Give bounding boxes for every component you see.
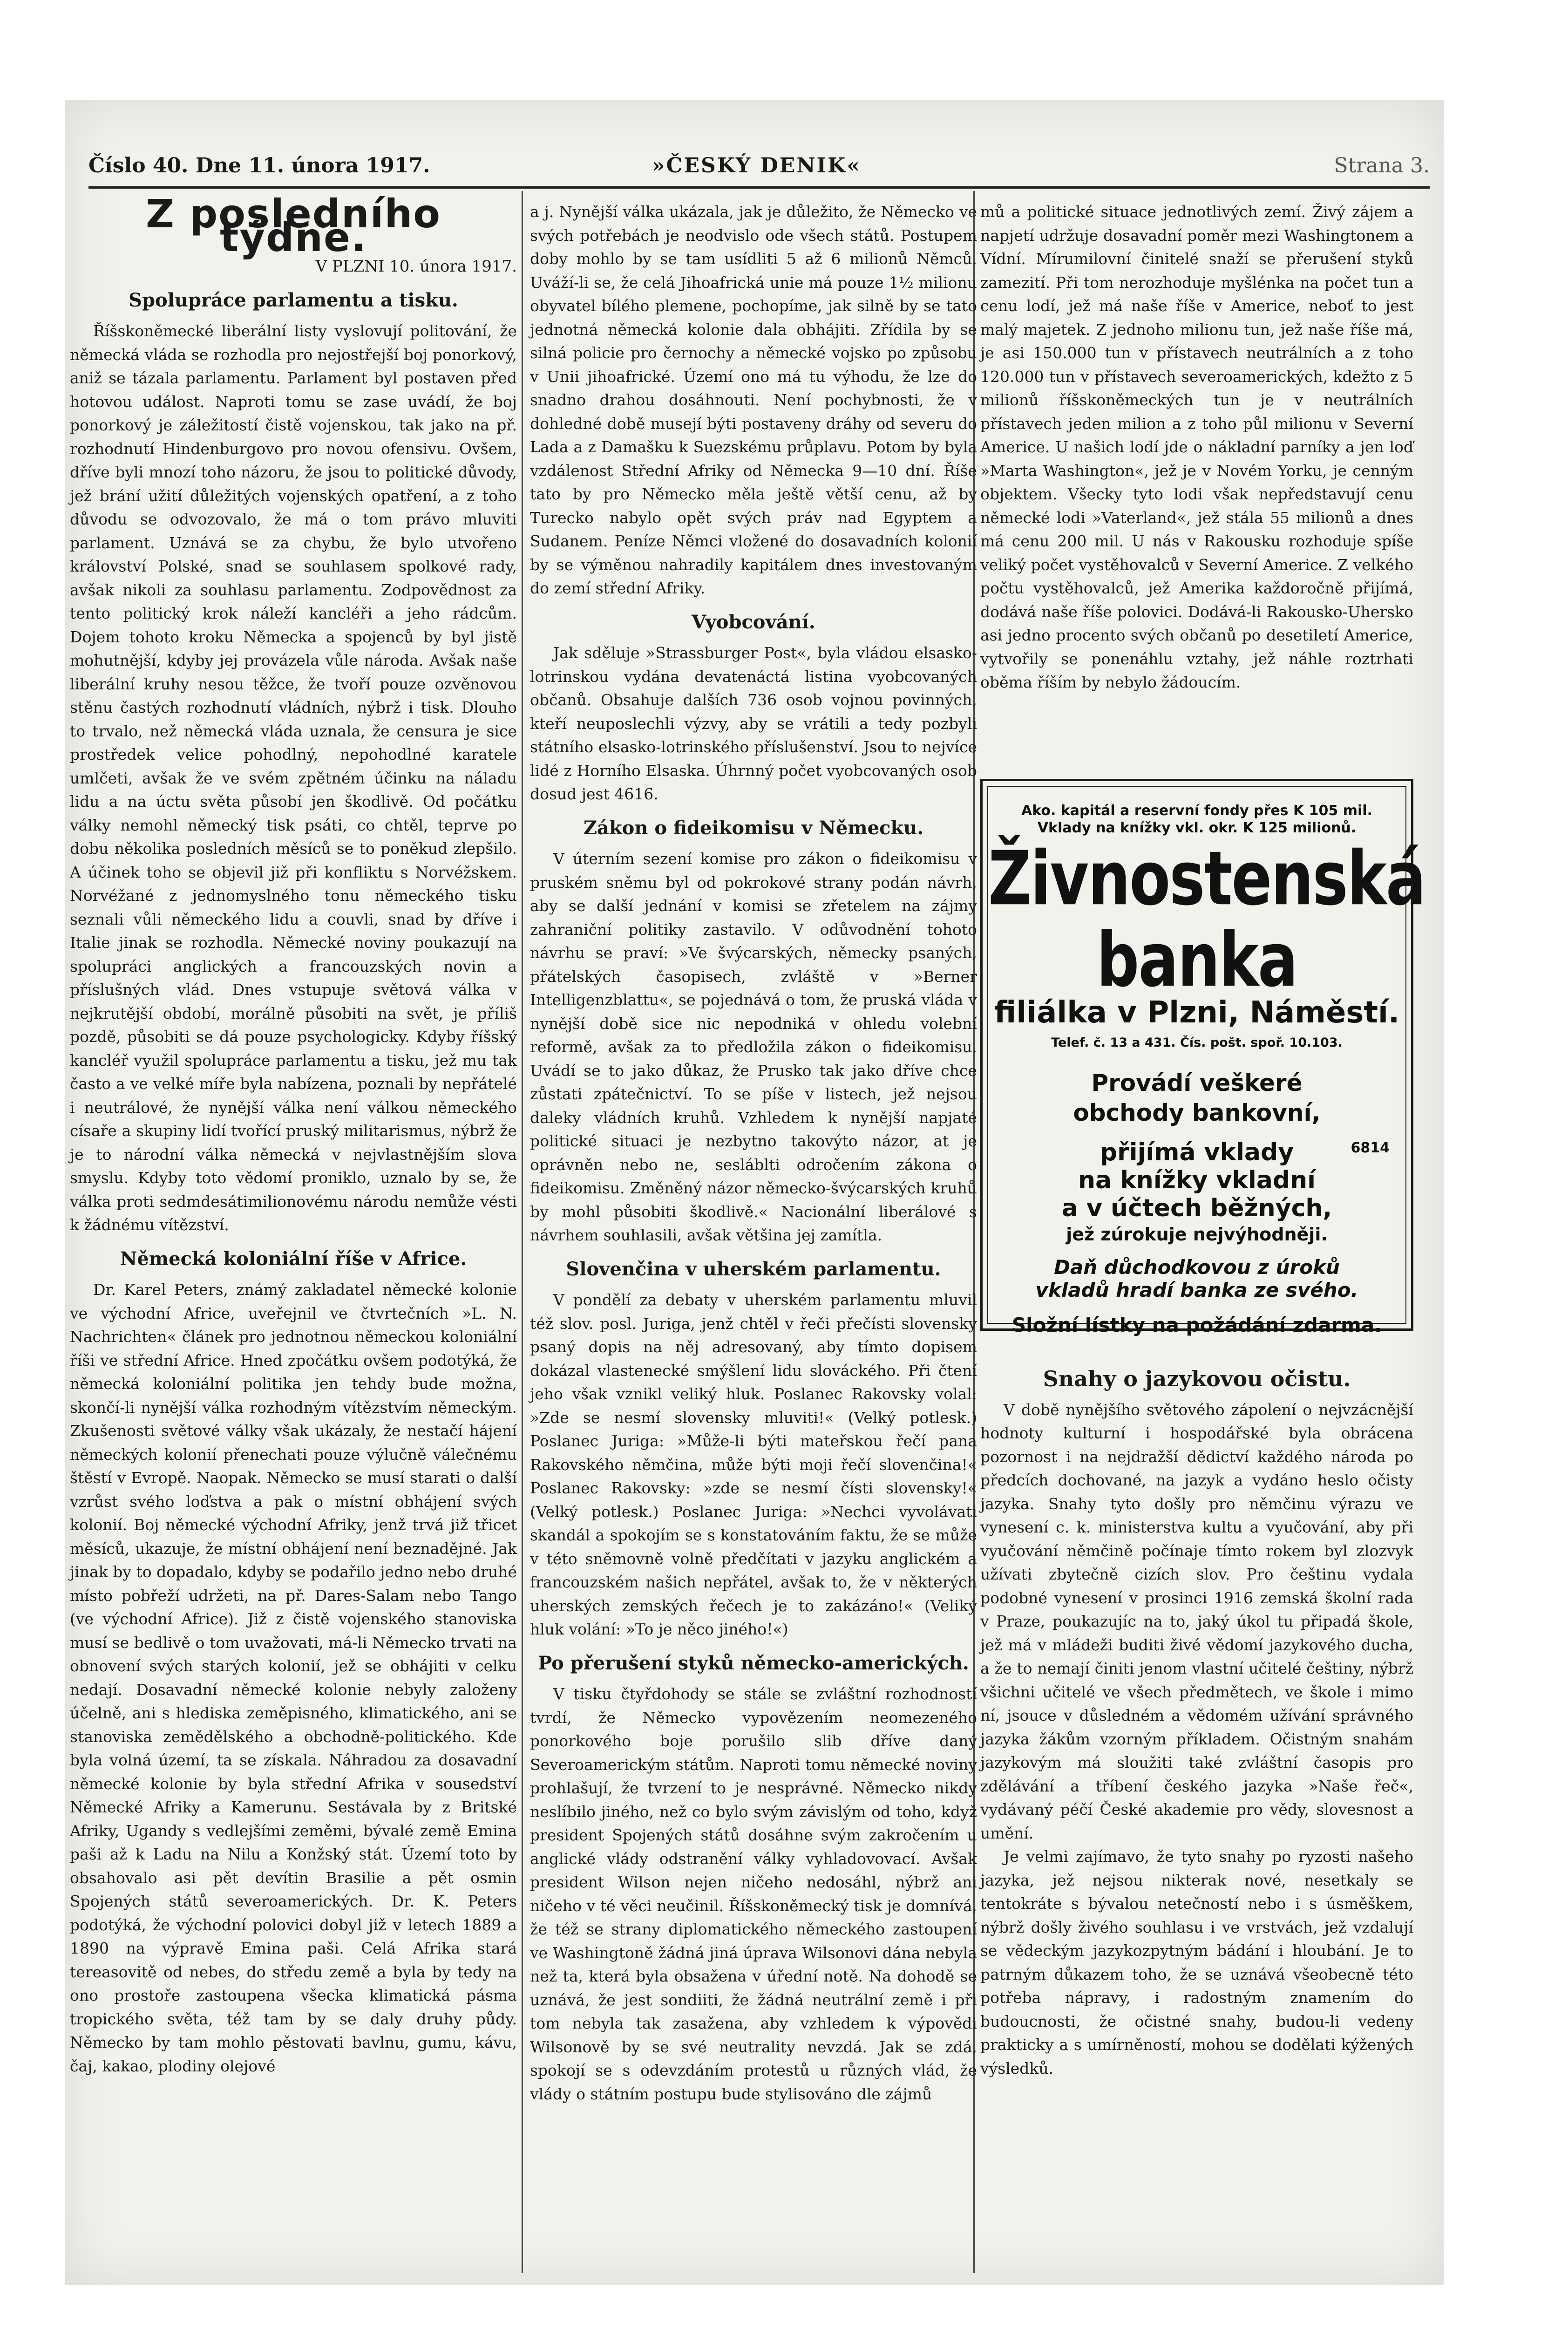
article-text: mů a politické situace jednotlivých zemí. Živý zájem a napjetí udržuje dosavadní poměr mezi Washingtonem a Vídní. Mírumilovní činitelé snaží se přerušení styků zamezití. Při tom nerozhoduje myšlénka na počet tun a cenu lodí, jež má naše říše v Americe, neboť to jest malý majetek. Z jednoho milionu tun, jež naše říše má, je asi 150.000 tun v přístavech neutrálních a z toho 120.000 tun v přístavech severoamerických, kdežto z 5 milionů říšskoněmeckých tun je v neutrálních přístavech jeden milion a z toho půl milionu v Severní Americe. U našich lodí jde o nákladní parníky a jen loď »Marta Washington«, jež je v Novém Yorku, je cenným objektem. Všecky tyto lodi však nepředstavují cenu německé lodi »Vaterland«, jež stála 55 milionů a dnes má cenu 200 mil. U nás v Rakousku rozhoduje spíše veliký počet vystěhovalců v Severní Americe. Z velkého počtu vystěhovalců, jež Amerika každoročně přijímá, dodává naše říše polovici. Dodává-li Rakousko-Uhersko asi jedno procento svých občanů po desetiletí Americe, vytvořily se ponenáhlu vztahy, jež náhle roztrhati oběma říším by nebylo žádoucím. xyxy=(980,203,1413,691)
article-heading: Německá koloniální říše v Africe. xyxy=(120,1247,467,1270)
ad-line: Daň důchodkovou z úroků xyxy=(1054,1256,1340,1279)
newspaper-title: »ČESKÝ DENIK« xyxy=(652,154,861,177)
article-text: Je velmi zajímavo, že tyto snahy po ryzosti našeho jazyka, jež nejsou nikterak nové, nesetkaly se tentokráte s bývalou netečností nebo i s úsměškem, nýbrž došly živého souhlasu i ve vrstvách, jež vzdalují se vědeckým jazykozpytným bádání i hloubání. Je to patrným důkazem toho, že se uznává všeobecně této potřeba nápravy, i radostným znamením do budoucnosti, že očistné snahy, budou-li vedeny prakticky a s umírněností, mohou se dodělati kýžených výsledků. xyxy=(980,1847,1413,2077)
ad-line: vkladů hradí banka ze svého. xyxy=(1035,1279,1358,1301)
article-heading: Spolupráce parlamentu a tisku. xyxy=(129,289,458,311)
section-title: Z posledního týdne. xyxy=(146,191,441,260)
article-text: Jak sděluje »Strassburger Post«, byla vládou elsasko-lotrinskou vydána devatenáctá listina vyobcovaných občanů. Obsahuje dalších 736 osob vojnou povinných, kteří neuposlechli výzvy, aby se vrátili a tedy pozbyli státního elsasko-lotrinského příslušenství. Jsou to nejvíce lidé z Horního Elsaska. Úhrnný počet vyobcovaných osob dosud jest 4616. xyxy=(530,644,977,803)
issue-date: Dne 11. února 1917. xyxy=(196,154,430,177)
ad-inner-border xyxy=(987,786,1425,1336)
ad-line: přijímá vklady xyxy=(1100,1138,1294,1166)
article-heading: Snahy o jazykovou očistu. xyxy=(1043,1366,1351,1391)
column-rule-1 xyxy=(522,191,523,2273)
article-text: V tisku čtyřdohody se stále se zvláštní rozhodností tvrdí, že Německo vypovězením neomezeného ponorkového boje porušilo slib dříve daný Severoamerickým státům. Naproti tomu německé noviny prohlašují, že tvrzení to je nesprávné. Německo nikdy neslíbilo jiného, než co bylo svým závislým od toho, když president Spojených států dosáhne svým zakročením u anglické vlády odstranění války vyhladovovací. Avšak president Wilson nejen ničeho nedosáhl, nýbrž ani ničeho v té věci neučinil. Říšskoněmecký tisk je domnívá, že též se strany diplomatického německého zastoupení ve Washingtoně žádná jiná úprava Wilsonovi dána nebyla než ta, která byla obsažena v úřední notě. Na dohodě se uznává, že jest sondiiti, že žádná neutrální země i při tom nebyla tak zasažena, aby vzhledem k výpovědi Wilsonově by se své neutrality nevzdá. Jak se zdá, spokojí se s odevzdáním protestů u různých vlád, že vlády o státním postupu bude stylisováno dle zájmů xyxy=(530,1685,977,2103)
article-text: Říšskoněmecké liberální listy vyslovují politování, že německá vláda se rozhodla pro nejostřejší boj ponorkový, aniž se tázala parlamentu. Parlament byl postaven před hotovou událost. Naproti tomu se zase uvádí, že boj ponorkový je záležitostí čistě vojenskou, tak jako na př. rozhodnutí Hindenburgovo pro novou ofensivu. Ovšem, dříve byli mnozí toho názoru, že jsou to politické důvody, jež brání užití důležitých vojenských opatření, a z toho důvodu se odvozovalo, že má o tom právo mluviti parlament. Uznává se za chybu, že bylo utvořeno království Polské, snad se souhlasem spolkové rady, avšak nikoli za souhlasu parlamentu. Zodpovědnost za tento politický krok náleží kancléři a jeho rádcům. Dojem tohoto kroku Německa a spojenců by byl jistě mohutnější, kdyby jej provázela vůle národa. Avšak naše liberální kruhy nesou těžce, že tvoří pouze ozvěnovou stěnu častých rozhodnutí vládních, nýbrž i tisk. Dlouho to trvalo, než německá vláda uznala, že censura je sice prostředek velice pohodlný, nepohodlné karatele umlčeti, avšak že ve svém zpětném účinku na náladu lidu a na úctu světa působí jen škodlivě. Od počátku války nemohl německý tisk psáti, co chtěl, teprve po dobu několika posledních měsíců se to poněkud zlepšilo. A účinek toho se objevil již při konfliktu s Norvéžskem. Norvéžané z jednomyslného tonu německého tisku seznali vůli německého lidu a couvli, snad by dříve i Italie jinak se rozhodla. Německé noviny poukazují na spolupráci anglických a francouzských novin a příslušných vlád. Dnes vstupuje světová válka v nejkrutější období, morálně působiti na svět, je příliš pozdě, působiti se dá pouze psychologicky. Kdyby říšský kancléř využil spolupráce parlamentu a tisku, jež mu tak často a ve velké míře byla nabízena, poznali by nepřátelé i neutrálové, že nynější válka není válkou německého císaře a skupiny lidí tvořící pruský militarismus, nýbrž že je to národní válka německá v nejvlastnějším slova smyslu. Kdyby toto vědomí proniklo, uznalo by se, že válka proti sedmdesátimilionovému národu nemůže vésti k žádnému vítězství. xyxy=(70,322,517,1234)
header-rule xyxy=(88,186,1430,189)
ad-line: na knížky vkladní xyxy=(1078,1166,1316,1194)
page-number: Strana 3. xyxy=(1334,154,1430,177)
ad-code: 6814 xyxy=(1351,1140,1390,1156)
article-text: a j. Nynější válka ukázala, jak je důležito, že Německo ve svých potřebách je neodvislo ode všech států. Postupem doby mohlo by se tam usídliti 5 až 6 milionů Němců. Uváží-li se, že celá Jihoafrická unie má pouze 1½ milionu obyvatel bílého plemene, pochopíme, jak silně by se tato jednotná německá kolonie dala obhájiti. Zřídila by se silná policie pro černochy a německé vojsko po způsobu v Unii jihoafrické. Území ono má tu výhodu, že lze do snadno drahou dosáhnouti. Není pochybnosti, že v dohledné době musejí býti postaveny dráhy od severu do Lada a z Damašku k Suezskému průplavu. Potom by byla vzdálenost Střední Afriky od Německa 9—10 dní. Říše tato by pro Německo měla ještě větší cenu, až by Turecko nabylo opět svých práv nad Egyptem a Sudanem. Peníze Němci vložené do dosavadních kolonií by se výměnou nahradily kapitálem dnes investovaným do zemí střední Afriky. xyxy=(530,203,977,597)
article-heading: Zákon o fideikomisu v Německu. xyxy=(583,817,924,839)
ad-line: a v účtech běžných, xyxy=(1061,1194,1332,1222)
ad-deposits-line: Vklady na knížky vkl. okr. K 125 milionů. xyxy=(1037,820,1357,836)
column-1 xyxy=(70,191,517,2078)
ad-bank-name: Živnostenská banka xyxy=(988,835,1425,1004)
article-text: V pondělí za debaty v uherském parlamentu mluvil též slov. posl. Juriga, jenž chtěl v řeči přečísti slovensky psaný dopis na něj adresovaný, aby tímto dopisem dokázal vlastenecké smýšlení lidu slováckého. Při čtení jeho však vznikl veliký hluk. Poslanec Rakovsky volal: »Zde se nesmí slovensky mluviti!« (Velký potlesk.) Poslanec Juriga: »Může-li býti mateřskou řečí pana Rakovského němčina, může býti moji řečí slovenčina!« Poslanec Rakovsky: »zde se nesmí čísti slovensky!« (Velký potlesk.) Poslanec Juriga: »Nechci vyvolávati skandál a spokojím se s konstatováním faktu, že se může v této sněmovně volně předčítati v jazyku anglickém a francouzském našich nepřátel, avšak to, že v některých uherských zemských řečech je to zakázáno!« (Veliký hluk volání: »To je něco jiného!«) xyxy=(530,1291,977,1638)
article-heading: Vyobcování. xyxy=(692,611,815,633)
bank-advertisement xyxy=(980,779,1425,1336)
ad-line: obchody bankovní, xyxy=(1073,1099,1321,1126)
column-3-top xyxy=(980,200,1413,695)
ad-capital-line: Ako. kapitál a reservní fondy přes K 105 mil. xyxy=(1021,803,1372,819)
article-heading: Slovenčina v uherském parlamentu. xyxy=(566,1258,941,1280)
article-heading: Po přerušení styků německo-amerických. xyxy=(538,1652,969,1674)
ad-telephone: Telef. č. 13 a 431. Čís. pošt. spoř. 10.103. xyxy=(1051,1035,1343,1050)
article-text: Dr. Karel Peters, známý zakladatel německé kolonie ve východní Africe, uveřejnil ve čtvrtečních »L. N. Nachrichten« článek pro jednotnou německou koloniální říši ve střední Africe. Hned zpočátku ovšem podotýká, že německá koloniální politika jen tehdy bude možna, skončí-li nynější válka rozhodným vítězstvím německým. Zkušenosti světové války však ukázaly, že nestačí hájení německých kolonií přenechati pouze výlučně válečnému štěstí v Evropě. Naopak. Německo se musí starati o další vzrůst svého loďstva a pak o místní obhájení svých kolonií. Boj německé východní Afriky, jenž trvá již třicet měsíců, ukazuje, že místní obhájení není beznadějné. Jak jinak by to dopadalo, kdyby se podařilo jedno nebo druhé místo pobřeží udržeti, na př. Dares-Salam nebo Tango (ve východní Africe). Již z čistě vojenského stanoviska musí se bedlivě o tom uvažovati, má-li Německo trvati na obnovení svých starých kolonií, jež se obhájiti v celku nedají. Dosavadní německé kolonie nebyly založeny účelně, ani s hlediska zeměpisného, klimatického, ani se stanoviska zemědělského a obchodně-politického. Kde byla volná území, ta se získala. Náhradou za dosavadní německé kolonie by byla střední Afrika v sousedství Německé Afriky a Kamerunu. Sestávala by z Britské Afriky, Ugandy s vedlejšími zeměmi, bývalé země Emina paši až k Ladu na Nilu a Konžský stát. Území toto by obsahovalo asi pět devítin Brasilie a pět osmin Spojených států severoamerických. Dr. K. Peters podotýká, že východní polovici dobyl již v letech 1889 a 1890 na výpravě Emina paši. Celá Afrika stará tereasovitě od nebes, do středu země a byla by tedy na ono prostoře zastoupena všecka klimatická pásma tropického světa, též tam by se daly druhy půdy. Německo by tam mohlo pěstovati bavlnu, gumu, kávu, čaj, kakao, plodiny olejové xyxy=(70,1280,517,2075)
ad-line: Provádí veškeré xyxy=(1091,1069,1303,1096)
article-text: V úterním sezení komise pro zákon o fideikomisu v pruském sněmu byl od pokrokové strany podán návrh, aby se další jednání v komisi se zřetelem na zájmy zahraniční politiky zastavilo. V odůvodnění tohoto návrhu se praví: »Ve švýcarských, německy psaných, přátelských časopisech, zvláště v »Berner Intelligenzblattu«, se pojednává o tom, že pruská vláda v nynější době sice nic nepodniká v ohledu volební reformě, avšak za to předložila zákon o fideikomisu. Uvádí se to jako důkaz, že Prusko tak jako dříve chce zůstati zpátečnictví. To se píše v listech, jež nejsou daleky vládních kruhů. Vzhledem k nynější napjaté politické situaci je nezbytno takovýto názor, at je oprávněn nebo ne, sesláblti odročením zákona o fideikomisu. Změněný názor německo-švýcarských kruhů by mohl působiti škodlivě.« Nacionální liberálové s návrhem souhlasili, avšak většina jej zamítla. xyxy=(530,850,977,1244)
page-header xyxy=(88,154,1430,186)
ad-line: Složní lístky na požádání zdarma. xyxy=(1011,1314,1382,1336)
dateline: V PLZNI 10. února 1917. xyxy=(315,257,517,276)
column-2 xyxy=(530,200,977,2106)
ad-branch: filiálka v Plzni, Náměstí. xyxy=(994,995,1400,1030)
column-3-bottom xyxy=(980,1367,1413,2080)
article-text: V době nynějšího světového zápolení o nejvzácnější hodnoty kulturní i hospodářské byla obrácena pozornost i na nejdražší dědictví každého národa po předcích dochované, na jazyk a vydáno heslo očisty jazyka. Snahy tyto došly pro němčinu výrazu ve vynesení c. k. ministerstva kultu a vyučování, aby při vyučování němčině počínaje tímto rokem byl zlozvyk užívati zbytečně cizích slov. Pro češtinu vydala podobné vynesení v prosinci 1916 zemská školní rada v Praze, poukazujíc na to, jaký úkol tu připadá škole, jež má v mládeži buditi živé vědomí jazykového ducha, a že to nemají činiti jenom vlastní učitelé češtiny, nýbrž všichni učitelé ve všech předmětech, ve škole i mimo ní, jsouce v důsledném a vědomém užívání správného jazyka žákům vzorným příkladem. Očistným snahám jazykovým má sloužiti také zvláštní časopis pro zdělávání a tříbení českého jazyka »Naše řeč«, vydávaný péčí České akademie pro vědy, slovesnost a umění. xyxy=(980,1400,1413,1842)
issue-number: Číslo 40. xyxy=(88,154,189,177)
ad-line: jež zúrokuje nejvýhodněji. xyxy=(1066,1224,1328,1245)
